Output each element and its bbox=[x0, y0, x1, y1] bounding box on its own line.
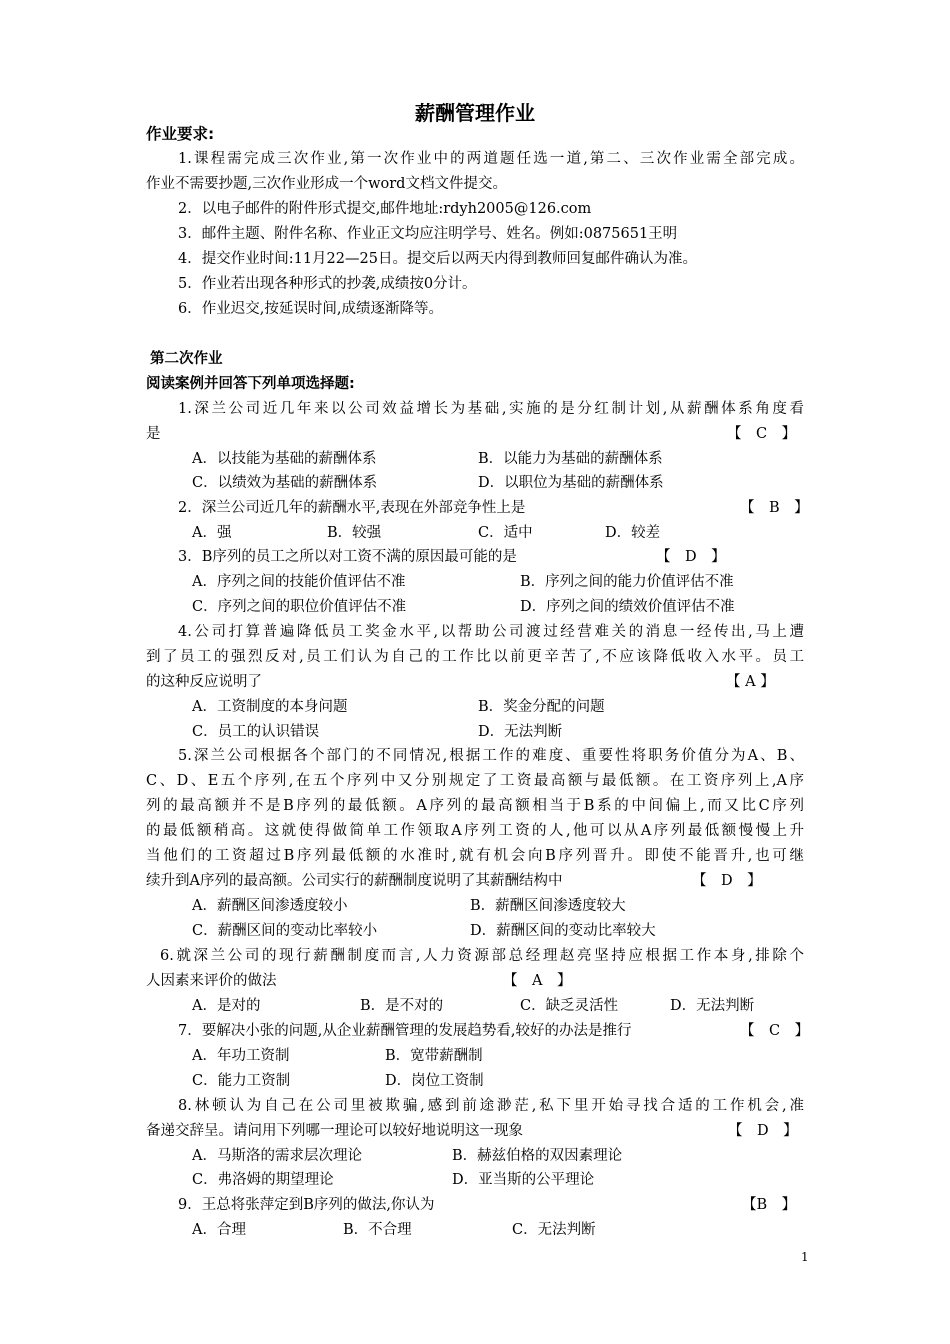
question-4-option-c: C．员工的认识错误 bbox=[192, 724, 320, 740]
question-6-option-d: D．无法判断 bbox=[670, 998, 755, 1014]
question-7-answer: 【 C 】 bbox=[740, 1023, 810, 1039]
question-9-option-c: C．无法判断 bbox=[512, 1222, 596, 1238]
question-8-option-a: A．马斯洛的需求层次理论 bbox=[192, 1148, 362, 1164]
question-1-option-d: D．以职位为基础的薪酬体系 bbox=[478, 475, 664, 491]
question-8-option-b: B．赫兹伯格的双因素理论 bbox=[452, 1148, 623, 1164]
requirement-2: 2．以电子邮件的附件形式提交,邮件地址:rdyh2005@126.com bbox=[178, 201, 592, 217]
requirements-heading: 作业要求: bbox=[146, 125, 215, 143]
question-7-option-b: B．宽带薪酬制 bbox=[385, 1048, 483, 1064]
question-5-line-2: C、D、E五个序列,在五个序列中又分别规定了工资最高额与最低额。在工资序列上,A序 bbox=[146, 773, 804, 789]
question-2-option-d: D．较差 bbox=[605, 525, 661, 541]
question-7-option-a: A．年功工资制 bbox=[192, 1048, 290, 1064]
question-8-option-c: C．弗洛姆的期望理论 bbox=[192, 1172, 334, 1188]
question-6-answer: 【 A 】 bbox=[503, 973, 572, 989]
requirement-1: 1.课程需完成三次作业,第一次作业中的两道题任选一道,第二、三次作业需全部完成。 bbox=[178, 151, 804, 167]
question-1-line-2: 是 bbox=[146, 426, 161, 442]
question-5-answer: 【 D 】 bbox=[692, 873, 762, 889]
question-9-line-1: 9．王总将张萍定到B序列的做法,你认为 bbox=[178, 1197, 435, 1213]
question-7-option-c: C．能力工资制 bbox=[192, 1073, 291, 1089]
question-5-line-4: 的最低额稍高。这就使得做简单工作领取A序列工资的人,他可以从A序列最低额慢慢上升 bbox=[146, 823, 804, 839]
question-9-option-b: B．不合理 bbox=[343, 1222, 412, 1238]
question-2-option-c: C．适中 bbox=[478, 525, 533, 541]
question-8-line-2: 备递交辞呈。请问用下列哪一理论可以较好地说明这一现象 bbox=[146, 1123, 523, 1139]
question-4-option-b: B．奖金分配的问题 bbox=[478, 699, 605, 715]
requirement-3: 3．邮件主题、附件名称、作业正文均应注明学号、姓名。例如:0875651王明 bbox=[178, 226, 678, 242]
question-5-line-1: 5.深兰公司根据各个部门的不同情况,根据工作的难度、重要性将职务价值分为A、B、 bbox=[178, 748, 804, 764]
question-5-option-d: D．薪酬区间的变动比率较大 bbox=[470, 923, 656, 939]
question-6-option-b: B．是不对的 bbox=[360, 998, 444, 1014]
document-title: 薪酬管理作业 bbox=[415, 101, 535, 125]
question-5-option-b: B．薪酬区间渗透度较大 bbox=[470, 898, 626, 914]
question-1-option-a: A．以技能为基础的薪酬体系 bbox=[192, 451, 377, 467]
question-4-line-3: 的这种反应说明了 bbox=[146, 674, 262, 690]
question-3-option-a: A．序列之间的技能价值评估不准 bbox=[192, 574, 406, 590]
requirement-5: 5．作业若出现各种形式的抄袭,成绩按0分计。 bbox=[178, 276, 477, 292]
section-subheading: 阅读案例并回答下列单项选择题: bbox=[146, 376, 355, 392]
question-3-line-1: 3．B序列的员工之所以对工资不满的原因最可能的是 bbox=[178, 549, 517, 565]
question-7-option-d: D．岗位工资制 bbox=[385, 1073, 484, 1089]
question-3-option-c: C．序列之间的职位价值评估不准 bbox=[192, 599, 407, 615]
question-9-option-a: A．合理 bbox=[192, 1222, 246, 1238]
question-2-option-a: A．强 bbox=[192, 525, 232, 541]
requirement-1-cont: 作业不需要抄题,三次作业形成一个word文档文件提交。 bbox=[146, 176, 507, 192]
question-1-line-1: 1.深兰公司近几年来以公司效益增长为基础,实施的是分红制计划,从薪酬体系角度看 bbox=[178, 401, 804, 417]
question-4-line-1: 4.公司打算普遍降低员工奖金水平,以帮助公司渡过经营难关的消息一经传出,马上遭 bbox=[178, 624, 804, 640]
requirement-4: 4．提交作业时间:11月22—25日。提交后以两天内得到教师回复邮件确认为准。 bbox=[178, 251, 697, 267]
question-1-answer: 【 C 】 bbox=[727, 426, 797, 442]
question-3-answer: 【 D 】 bbox=[656, 549, 726, 565]
question-4-line-2: 到了员工的强烈反对,员工们认为自己的工作比以前更辛苦了,不应该降低收入水平。员工 bbox=[146, 649, 804, 665]
question-3-option-b: B．序列之间的能力价值评估不准 bbox=[520, 574, 734, 590]
question-5-line-3: 列的最高额并不是B序列的最低额。A序列的最高额相当于B系的中间偏上,而又比C序列 bbox=[146, 798, 804, 814]
question-5-line-5: 当他们的工资超过B序列最低额的水准时,就有机会向B序列晋升。即使不能晋升,也可继 bbox=[146, 848, 804, 864]
requirement-6: 6．作业迟交,按延误时间,成绩逐渐降等。 bbox=[178, 301, 443, 317]
question-7-line-1: 7．要解决小张的问题,从企业薪酬管理的发展趋势看,较好的办法是推行 bbox=[178, 1023, 632, 1039]
question-6-line-1: 6.就深兰公司的现行薪酬制度而言,人力资源部总经理赵亮坚持应根据工作本身,排除个 bbox=[160, 948, 804, 964]
question-1-option-c: C．以绩效为基础的薪酬体系 bbox=[192, 475, 378, 491]
question-1-option-b: B．以能力为基础的薪酬体系 bbox=[478, 451, 663, 467]
question-8-answer: 【 D 】 bbox=[728, 1123, 798, 1139]
question-6-line-2: 人因素来评价的做法 bbox=[146, 973, 277, 989]
question-2-answer: 【 B 】 bbox=[740, 500, 809, 516]
section-heading: 第二次作业 bbox=[150, 351, 223, 367]
question-8-option-d: D．亚当斯的公平理论 bbox=[452, 1172, 595, 1188]
question-6-option-a: A．是对的 bbox=[192, 998, 261, 1014]
question-4-option-d: D．无法判断 bbox=[478, 724, 563, 740]
question-5-option-a: A．薪酬区间渗透度较小 bbox=[192, 898, 348, 914]
question-9-answer: 【B 】 bbox=[742, 1197, 797, 1213]
question-8-line-1: 8.林顿认为自己在公司里被欺骗,感到前途渺茫,私下里开始寻找合适的工作机会,准 bbox=[178, 1098, 804, 1114]
page-number: 1 bbox=[801, 1250, 809, 1264]
question-6-option-c: C．缺乏灵活性 bbox=[520, 998, 619, 1014]
question-5-option-c: C．薪酬区间的变动比率较小 bbox=[192, 923, 378, 939]
question-5-line-6: 续升到A序列的最高额。公司实行的薪酬制度说明了其薪酬结构中 bbox=[146, 873, 563, 889]
question-2-line-1: 2．深兰公司近几年的薪酬水平,表现在外部竞争性上是 bbox=[178, 500, 526, 516]
question-3-option-d: D．序列之间的绩效价值评估不准 bbox=[520, 599, 735, 615]
question-4-answer: 【 A 】 bbox=[726, 674, 775, 690]
question-4-option-a: A．工资制度的本身问题 bbox=[192, 699, 348, 715]
question-2-option-b: B．较强 bbox=[327, 525, 382, 541]
